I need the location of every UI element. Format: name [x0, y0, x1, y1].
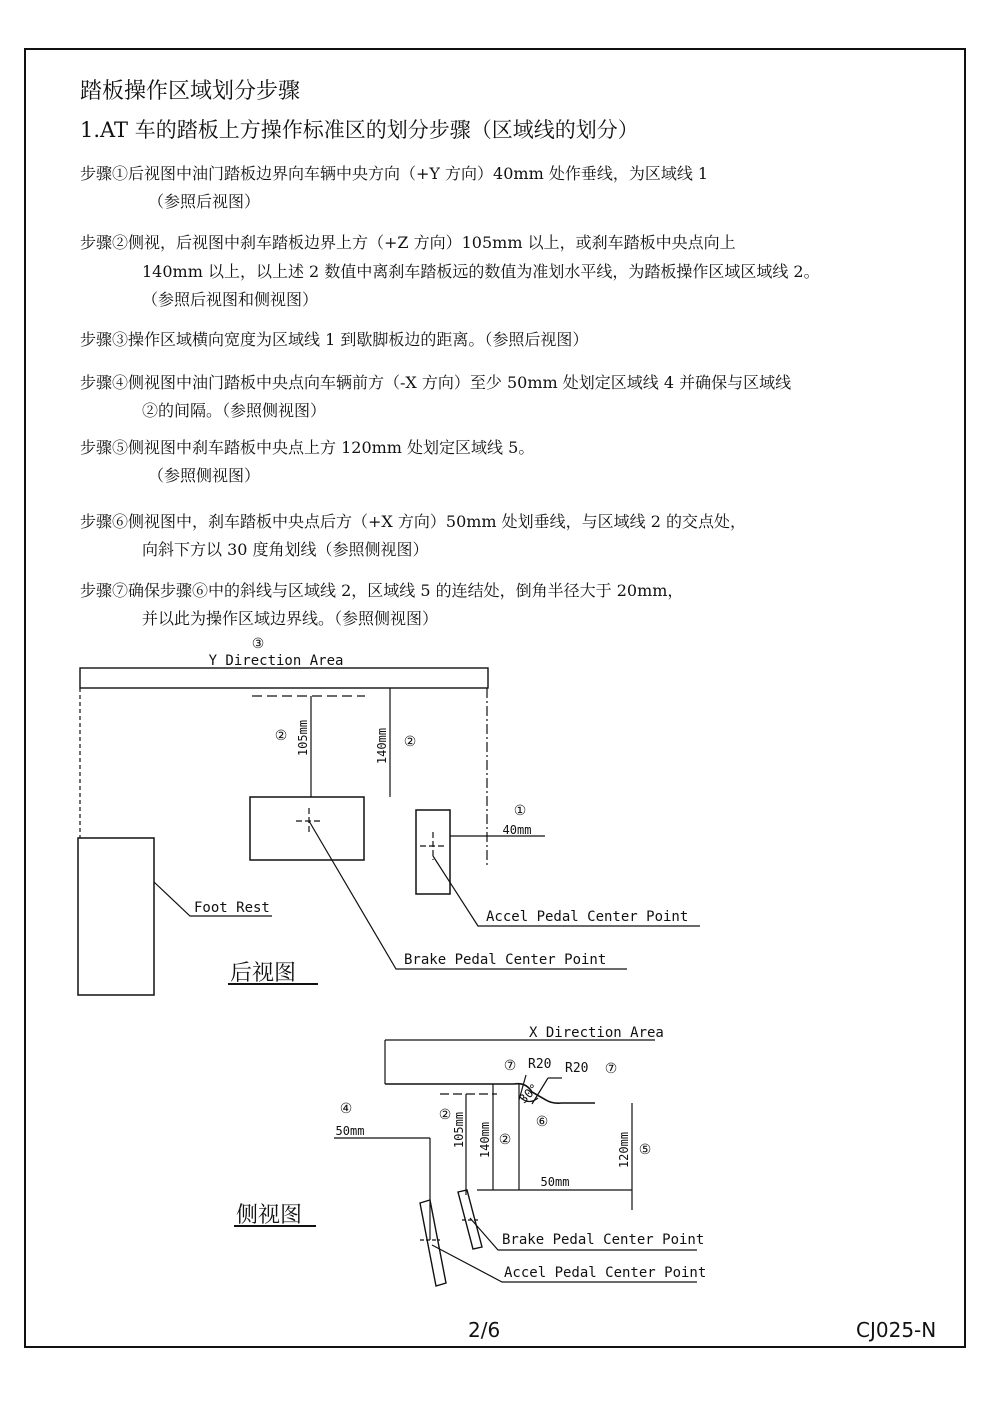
side-view-caption: 侧视图	[236, 1203, 303, 1228]
side-circle-7-right: ⑦	[604, 1061, 618, 1077]
step-7-line-2: 并以此为操作区域边界线。（参照侧视图）	[142, 609, 439, 628]
side-circle-6: ⑥	[535, 1114, 549, 1130]
side-dim-50-bottom: 50mm	[540, 1175, 570, 1189]
side-r20-right: R20	[565, 1061, 589, 1076]
step-6-line-2: 向斜下方以 30 度角划线（参照侧视图）	[142, 540, 429, 559]
side-dim-120: 120mm	[617, 1131, 631, 1169]
side-r20-left: R20	[528, 1057, 552, 1072]
step-2-line-3: （参照后视图和侧视图）	[142, 290, 319, 309]
step-2-line-1: 步骤②侧视，后视图中刹车踏板边界上方（+Z 方向）105mm 以上，或刹车踏板中央点向上	[80, 233, 736, 252]
document-code: CJ025-N	[856, 1318, 937, 1342]
step-5-line-2: （参照侧视图）	[148, 466, 261, 485]
step-3-line-1: 步骤③操作区域横向宽度为区域线 1 到歇脚板边的距离。（参照后视图）	[80, 330, 589, 349]
page-number: 2/6	[468, 1318, 501, 1342]
rear-accel-label: Accel Pedal Center Point	[486, 909, 689, 925]
rear-view-diagram	[0, 630, 992, 1010]
foot-rest-label: Foot Rest	[194, 900, 270, 916]
side-dim-140: 140mm	[478, 1121, 492, 1159]
section-subheading: 1.AT 车的踏板上方操作标准区的划分步骤（区域线的划分）	[80, 118, 639, 142]
rear-circle-2-right: ②	[403, 734, 417, 750]
rear-y-direction-label: Y Direction Area	[208, 653, 344, 669]
rear-circle-1: ①	[513, 803, 527, 819]
side-angle-30: 30°	[516, 1080, 542, 1107]
step-1-line-2: （参照后视图）	[148, 192, 261, 211]
step-4-line-2: ②的间隔。（参照侧视图）	[142, 401, 327, 420]
rear-brake-label: Brake Pedal Center Point	[404, 952, 607, 968]
rear-view-caption: 后视图	[230, 961, 297, 986]
rear-dim-105: 105mm	[296, 719, 310, 757]
step-5-line-1: 步骤⑤侧视图中刹车踏板中央点上方 120mm 处划定区域线 5。	[80, 438, 535, 457]
side-brake-label: Brake Pedal Center Point	[502, 1232, 705, 1248]
side-circle-4: ④	[339, 1101, 353, 1117]
rear-dim-140: 140mm	[375, 727, 389, 765]
side-circle-7-left: ⑦	[503, 1058, 517, 1074]
side-circle-2-right: ②	[498, 1132, 512, 1148]
step-6-line-1: 步骤⑥侧视图中，刹车踏板中央点后方（+X 方向）50mm 处划垂线，与区域线 2 的交点处，	[80, 512, 747, 531]
step-4-line-1: 步骤④侧视图中油门踏板中央点向车辆前方（-X 方向）至少 50mm 处划定区域线 4 并确保与区域线	[80, 373, 792, 392]
step-2-line-2: 140mm 以上，以上述 2 数值中离刹车踏板远的数值为准划水平线，为踏板操作区域区域线 2。	[142, 262, 820, 281]
side-circle-2-left: ②	[438, 1107, 452, 1123]
step-7-line-1: 步骤⑦确保步骤⑥中的斜线与区域线 2，区域线 5 的连结处，倒角半径大于 20mm，	[80, 581, 684, 600]
step-1-line-1: 步骤①后视图中油门踏板边界向车辆中央方向（+Y 方向）40mm 处作垂线，为区域线 1	[80, 164, 709, 183]
rear-circle-2-left: ②	[274, 728, 288, 744]
side-dim-105: 105mm	[452, 1111, 466, 1149]
side-x-direction-label: X Direction Area	[529, 1025, 664, 1041]
side-view-diagram	[0, 1014, 992, 1314]
side-dim-50-left: 50mm	[335, 1124, 365, 1138]
page-heading: 踏板操作区域划分步骤	[80, 79, 301, 104]
rear-circle-3: ③	[251, 636, 265, 652]
side-circle-5: ⑤	[638, 1142, 652, 1158]
side-accel-label: Accel Pedal Center Point	[504, 1265, 707, 1281]
rear-dim-40: 40mm	[502, 823, 532, 837]
